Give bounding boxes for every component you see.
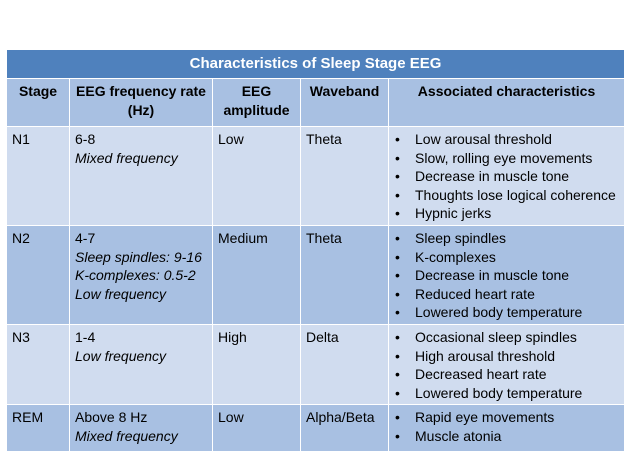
list-item: • Occasional sleep spindles [394, 328, 619, 347]
waveband-cell: Theta [301, 127, 389, 226]
list-item: • Decrease in muscle tone [394, 266, 619, 285]
waveband-cell: Delta [301, 324, 389, 404]
header-waveband: Waveband [301, 79, 389, 127]
amplitude-cell: Medium [213, 225, 301, 324]
list-item: • Lowered body temperature [394, 384, 619, 403]
characteristics-list [394, 229, 619, 322]
table-row [7, 324, 625, 404]
stage-cell: N2 [7, 225, 70, 324]
frequency-note: Sleep spindles: 9-16 [75, 248, 202, 265]
list-item: • Decrease in muscle tone [394, 167, 619, 186]
list-item: • Thoughts lose logical coherence [394, 186, 619, 205]
header-stage: Stage [7, 79, 70, 127]
header-row [7, 79, 625, 127]
list-item: • Low arousal threshold [394, 130, 619, 149]
frequency-cell [70, 225, 213, 324]
characteristics-list [394, 408, 619, 445]
list-item: • Muscle atonia [394, 427, 619, 446]
stage-cell: REM [7, 405, 70, 452]
frequency-note: Low frequency [75, 285, 167, 302]
frequency-cell [70, 405, 213, 452]
characteristics-cell [389, 324, 625, 404]
frequency-note: Mixed frequency [75, 149, 178, 166]
characteristics-cell [389, 225, 625, 324]
amplitude-cell: High [213, 324, 301, 404]
table-row [7, 127, 625, 226]
list-item: • Rapid eye movements [394, 408, 619, 427]
list-item: • Decreased heart rate [394, 365, 619, 384]
header-frequency: EEG frequency rate (Hz) [70, 79, 213, 127]
list-item: • Hypnic jerks [394, 204, 619, 223]
stage-cell: N3 [7, 324, 70, 404]
waveband-cell: Alpha/Beta [301, 405, 389, 452]
list-item: • Sleep spindles [394, 229, 619, 248]
frequency-value: Above 8 Hz [75, 409, 148, 426]
frequency-value: 4-7 [75, 229, 96, 246]
frequency-note: Low frequency [75, 347, 167, 364]
waveband-cell: Theta [301, 225, 389, 324]
sleep-stage-table [6, 49, 625, 452]
frequency-value: 6-8 [75, 131, 96, 147]
amplitude-cell: Low [213, 127, 301, 226]
frequency-cell [70, 324, 213, 404]
header-amplitude: EEG amplitude [213, 79, 301, 127]
characteristics-list [394, 130, 619, 223]
frequency-note: K-complexes: 0.5-2 [75, 267, 196, 284]
frequency-cell [70, 127, 213, 226]
frequency-note: Mixed frequency [75, 427, 178, 444]
table-title: Characteristics of Sleep Stage EEG [7, 50, 625, 79]
frequency-value: 1-4 [75, 328, 96, 345]
characteristics-list [394, 328, 619, 402]
list-item: • Slow, rolling eye movements [394, 149, 619, 168]
list-item: • Reduced heart rate [394, 285, 619, 304]
table-row [7, 405, 625, 452]
list-item: • Lowered body temperature [394, 303, 619, 322]
characteristics-cell [389, 127, 625, 226]
characteristics-cell [389, 405, 625, 452]
stage-cell: N1 [7, 127, 70, 226]
table-row [7, 225, 625, 324]
header-characteristics: Associated characteristics [389, 79, 625, 127]
list-item: • K-complexes [394, 248, 619, 267]
list-item: • High arousal threshold [394, 347, 619, 366]
amplitude-cell: Low [213, 405, 301, 452]
